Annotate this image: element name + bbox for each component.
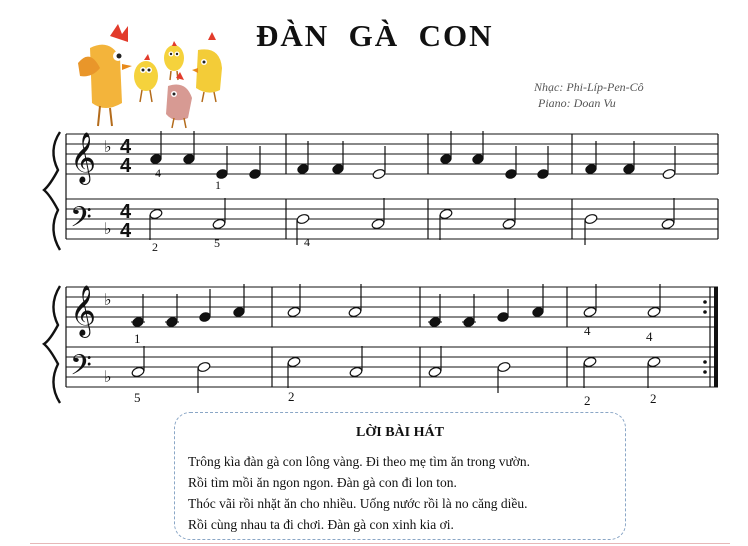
time-sig-bottom-bass-1: 4 (120, 220, 132, 242)
system-2-brace (44, 286, 60, 403)
key-flat-treble-1: ♭ (104, 137, 112, 156)
fingering-treble-1b: 1 (215, 178, 221, 192)
lyrics-lines (188, 451, 530, 535)
fingering-bass-1b: 5 (214, 236, 220, 250)
time-sig-top-treble-1: 4 (120, 136, 132, 158)
treble-clef-2: 𝄞 (70, 285, 97, 336)
bass-staff-2 (66, 347, 718, 387)
key-flat-bass-2: ♭ (104, 367, 112, 386)
fingering-bass-2a: 5 (134, 390, 141, 405)
key-flat-treble-2: ♭ (104, 290, 112, 309)
fingering-bass-1c: 4 (304, 235, 310, 249)
fingering-bass-2d: 2 (650, 391, 657, 406)
lyrics-line: Trông kìa đàn gà con lông vàng. Đi theo mẹ tìm ăn trong vườn. (188, 454, 531, 469)
music-credit: Nhạc: Phi-Líp-Pen-Cô (534, 80, 644, 94)
bass-clef-1: 𝄢 (70, 201, 92, 241)
fingering-bass-2b: 2 (288, 389, 295, 404)
lyrics-box (174, 412, 626, 540)
treble-notes-1 (150, 131, 676, 180)
song-title: ĐÀN GÀ CON (256, 18, 494, 53)
treble-staff-1 (66, 134, 718, 174)
fingering-treble-2c: 4 (646, 329, 653, 344)
time-sig-bottom-treble-1: 4 (120, 155, 132, 177)
bass-notes-2 (131, 346, 661, 393)
treble-notes-2 (131, 284, 661, 328)
lyrics-line: Thóc vãi rồi nhặt ăn cho nhiều. Uống nước rồi là no căng diều. (188, 496, 528, 511)
treble-staff-2 (66, 287, 718, 327)
fingering-treble-2a: 1 (134, 331, 141, 346)
system-1 (44, 131, 718, 254)
lyrics-line: Rồi tìm mồi ăn ngon ngon. Đàn gà con đi lon ton. (188, 475, 457, 490)
system-1-brace (44, 132, 60, 250)
lyrics-heading: LỜI BÀI HÁT (356, 425, 444, 440)
key-flat-bass-1: ♭ (104, 219, 112, 238)
fingering-treble-2b: 4 (584, 323, 591, 338)
piano-credit: Piano: Doan Vu (538, 96, 616, 110)
lyrics-line: Rồi cùng nhau ta đi chơi. Đàn gà con xinh kia ơi. (188, 517, 454, 532)
bass-staff-1 (66, 199, 718, 239)
system-2 (44, 284, 718, 408)
bottom-divider (30, 543, 730, 544)
fingerings-2 (134, 323, 657, 408)
fingering-bass-2c: 2 (584, 393, 591, 408)
time-sig-top-bass-1: 4 (120, 201, 132, 223)
bass-notes-1 (149, 198, 675, 245)
fingering-bass-1a: 2 (152, 240, 158, 254)
final-repeat-barline (703, 287, 718, 387)
treble-clef-1: 𝄞 (70, 132, 97, 183)
system-1-barlines (66, 134, 718, 239)
bass-clef-2: 𝄢 (70, 349, 92, 389)
fingering-treble-1a: 4 (155, 166, 161, 180)
